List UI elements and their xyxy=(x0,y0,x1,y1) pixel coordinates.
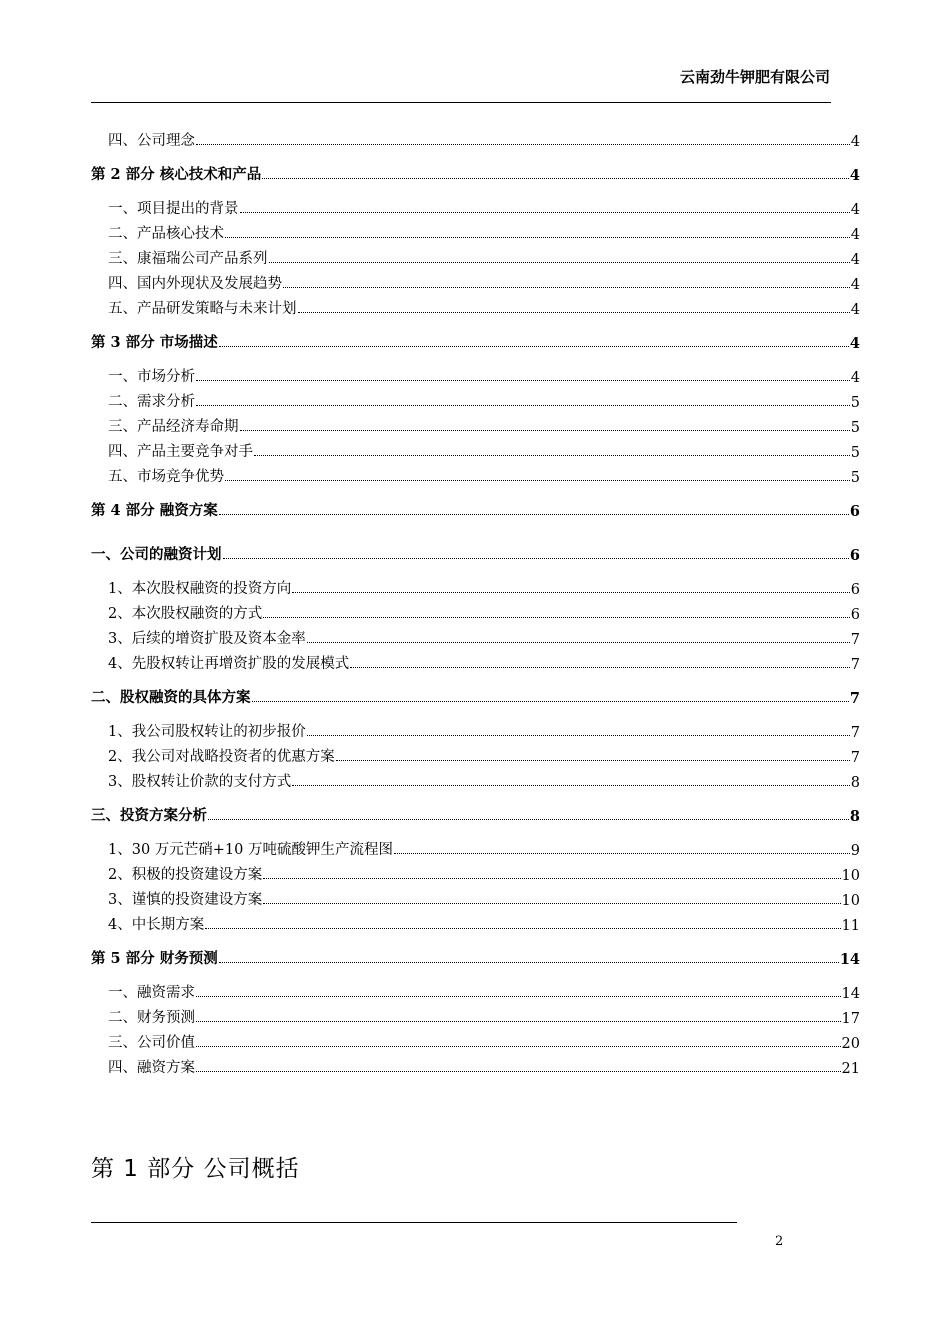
toc-entry-label: 二、财务预测 xyxy=(108,1010,195,1026)
toc-entry-page: 4 xyxy=(850,134,860,150)
toc-entry[interactable] xyxy=(91,495,860,520)
toc-entry[interactable] xyxy=(91,218,860,243)
toc-dot-leader xyxy=(205,928,840,929)
toc-entry[interactable] xyxy=(91,834,860,859)
toc-entry-label: 第 3 部分 市场描述 xyxy=(91,334,218,351)
toc-entry-label: 3、后续的增资扩股及资本金率 xyxy=(108,631,306,647)
toc-entry-label: 四、公司理念 xyxy=(108,133,195,149)
toc-entry-label: 第 4 部分 融资方案 xyxy=(91,502,218,519)
toc-dot-leader xyxy=(254,455,850,456)
toc-entry[interactable] xyxy=(91,436,860,461)
toc-entry-page: 4 xyxy=(850,277,860,293)
toc-entry-page: 21 xyxy=(841,1061,860,1077)
toc-dot-leader xyxy=(263,617,850,618)
toc-entry[interactable] xyxy=(91,1027,860,1052)
toc-entry-page: 5 xyxy=(850,470,860,486)
toc-entry-page: 5 xyxy=(850,445,860,461)
toc-entry-label: 1、我公司股权转让的初步报价 xyxy=(108,724,306,740)
toc-dot-leader xyxy=(263,878,840,879)
toc-entry-label: 四、国内外现状及发展趋势 xyxy=(108,276,282,292)
toc-entry-page: 7 xyxy=(850,632,860,648)
toc-entry-label: 第 2 部分 核心技术和产品 xyxy=(91,166,262,183)
toc-dot-leader xyxy=(336,760,850,761)
toc-entry-label: 五、市场竞争优势 xyxy=(108,469,224,485)
toc-entry-page: 20 xyxy=(841,1036,860,1052)
toc-dot-leader xyxy=(223,558,849,559)
toc-entry[interactable] xyxy=(91,1002,860,1027)
toc-dot-leader xyxy=(219,514,849,515)
toc-entry[interactable] xyxy=(91,716,860,741)
toc-entry-page: 10 xyxy=(841,893,860,909)
header-company-name: 云南劲牛钾肥有限公司 xyxy=(679,68,830,86)
toc-entry-page: 10 xyxy=(841,868,860,884)
toc-dot-leader xyxy=(263,903,840,904)
toc-entry-page: 14 xyxy=(841,986,860,1002)
page-number: 2 xyxy=(775,1234,784,1249)
toc-entry[interactable] xyxy=(91,539,860,564)
toc-entry-label: 四、融资方案 xyxy=(108,1060,195,1076)
toc-entry-page: 5 xyxy=(850,395,860,411)
toc-dot-leader xyxy=(196,1021,841,1022)
part-heading: 第 1 部分 公司概括 xyxy=(91,1156,300,1182)
toc-entry[interactable] xyxy=(91,598,860,623)
toc-entry[interactable] xyxy=(91,327,860,352)
toc-entry[interactable] xyxy=(91,977,860,1002)
toc-dot-leader xyxy=(394,853,850,854)
toc-entry-page: 9 xyxy=(850,843,860,859)
toc-dot-leader xyxy=(219,346,849,347)
toc-entry-page: 7 xyxy=(850,725,860,741)
toc-entry[interactable] xyxy=(91,884,860,909)
toc-entry-label: 4、中长期方案 xyxy=(108,917,205,933)
toc-entry[interactable] xyxy=(91,766,860,791)
toc-entry-label: 4、先股权转让再增资扩股的发展模式 xyxy=(108,656,350,672)
toc-entry-label: 3、股权转让价款的支付方式 xyxy=(108,774,292,790)
toc-entry-label: 三、康福瑞公司产品系列 xyxy=(108,251,268,267)
toc-entry-page: 17 xyxy=(841,1011,860,1027)
toc-dot-leader xyxy=(196,144,850,145)
toc-entry-page: 14 xyxy=(839,951,860,968)
toc-dot-leader xyxy=(208,819,849,820)
toc-entry-label: 3、谨慎的投资建设方案 xyxy=(108,892,263,908)
toc-entry[interactable] xyxy=(91,293,860,318)
toc-dot-leader xyxy=(269,262,850,263)
toc-entry-label: 一、项目提出的背景 xyxy=(108,201,239,217)
toc-entry-page: 6 xyxy=(850,607,860,623)
toc-entry[interactable] xyxy=(91,573,860,598)
toc-entry-page: 7 xyxy=(849,690,860,707)
toc-dot-leader xyxy=(252,701,849,702)
toc-entry[interactable] xyxy=(91,243,860,268)
toc-entry[interactable] xyxy=(91,125,860,150)
toc-dot-leader xyxy=(240,212,850,213)
toc-entry-page: 5 xyxy=(850,420,860,436)
toc-dot-leader xyxy=(219,962,839,963)
toc-entry-label: 三、产品经济寿命期 xyxy=(108,419,239,435)
toc-entry-label: 2、本次股权融资的方式 xyxy=(108,606,263,622)
toc-entry-page: 4 xyxy=(850,302,860,318)
toc-entry[interactable] xyxy=(91,361,860,386)
toc-entry[interactable] xyxy=(91,859,860,884)
toc-dot-leader xyxy=(292,785,850,786)
toc-dot-leader xyxy=(292,592,850,593)
footer-rule xyxy=(91,1222,737,1223)
toc-entry-label: 二、股权融资的具体方案 xyxy=(91,689,251,706)
toc-entry[interactable] xyxy=(91,461,860,486)
toc-entry-label: 一、公司的融资计划 xyxy=(91,546,222,563)
toc-entry[interactable] xyxy=(91,909,860,934)
toc-entry[interactable] xyxy=(91,741,860,766)
toc-entry-page: 4 xyxy=(849,335,860,352)
toc-entry-label: 一、市场分析 xyxy=(108,369,195,385)
toc-entry-page: 7 xyxy=(850,657,860,673)
toc-entry-page: 4 xyxy=(850,227,860,243)
toc-dot-leader xyxy=(283,287,850,288)
toc-entry[interactable] xyxy=(91,682,860,707)
toc-entry-label: 1、本次股权融资的投资方向 xyxy=(108,581,292,597)
toc-entry-label: 三、公司价值 xyxy=(108,1035,195,1051)
toc-entry-label: 二、产品核心技术 xyxy=(108,226,224,242)
toc-entry-label: 2、我公司对战略投资者的优惠方案 xyxy=(108,749,335,765)
toc-dot-leader xyxy=(307,642,850,643)
toc-entry-page: 4 xyxy=(849,167,860,184)
toc-entry-page: 8 xyxy=(850,775,860,791)
table-of-contents xyxy=(91,125,860,1077)
toc-dot-leader xyxy=(196,1046,841,1047)
toc-entry-label: 一、融资需求 xyxy=(108,985,195,1001)
toc-dot-leader xyxy=(240,430,850,431)
toc-entry-page: 4 xyxy=(850,202,860,218)
toc-dot-leader xyxy=(196,405,850,406)
toc-dot-leader xyxy=(225,237,850,238)
toc-entry-label: 二、需求分析 xyxy=(108,394,195,410)
toc-entry-page: 8 xyxy=(849,808,860,825)
toc-entry-page: 7 xyxy=(850,750,860,766)
toc-dot-leader xyxy=(196,996,841,997)
toc-entry[interactable] xyxy=(91,943,860,968)
toc-entry-label: 2、积极的投资建设方案 xyxy=(108,867,263,883)
toc-entry[interactable] xyxy=(91,268,860,293)
toc-entry[interactable] xyxy=(91,623,860,648)
toc-entry-label: 五、产品研发策略与未来计划 xyxy=(108,301,297,317)
toc-dot-leader xyxy=(298,312,850,313)
toc-entry-label: 三、投资方案分析 xyxy=(91,807,207,824)
toc-entry[interactable] xyxy=(91,159,860,184)
toc-entry-page: 6 xyxy=(849,547,860,564)
toc-entry-label: 1、30 万元芒硝+10 万吨硫酸钾生产流程图 xyxy=(108,842,393,858)
toc-dot-leader xyxy=(307,735,850,736)
toc-entry-page: 11 xyxy=(841,918,860,934)
toc-entry[interactable] xyxy=(91,1052,860,1077)
toc-entry[interactable] xyxy=(91,411,860,436)
toc-dot-leader xyxy=(196,1071,841,1072)
toc-entry-page: 6 xyxy=(849,503,860,520)
toc-entry[interactable] xyxy=(91,800,860,825)
toc-dot-leader xyxy=(225,480,850,481)
toc-entry-page: 4 xyxy=(850,370,860,386)
toc-entry-label: 第 5 部分 财务预测 xyxy=(91,950,218,967)
toc-entry[interactable] xyxy=(91,386,860,411)
header-rule xyxy=(91,102,831,103)
toc-dot-leader xyxy=(350,667,850,668)
toc-dot-leader xyxy=(196,380,850,381)
toc-entry-label: 四、产品主要竞争对手 xyxy=(108,444,253,460)
toc-entry-page: 6 xyxy=(850,582,860,598)
toc-entry-page: 4 xyxy=(850,252,860,268)
toc-entry[interactable] xyxy=(91,193,860,218)
toc-dot-leader xyxy=(262,178,849,179)
toc-entry[interactable] xyxy=(91,648,860,673)
